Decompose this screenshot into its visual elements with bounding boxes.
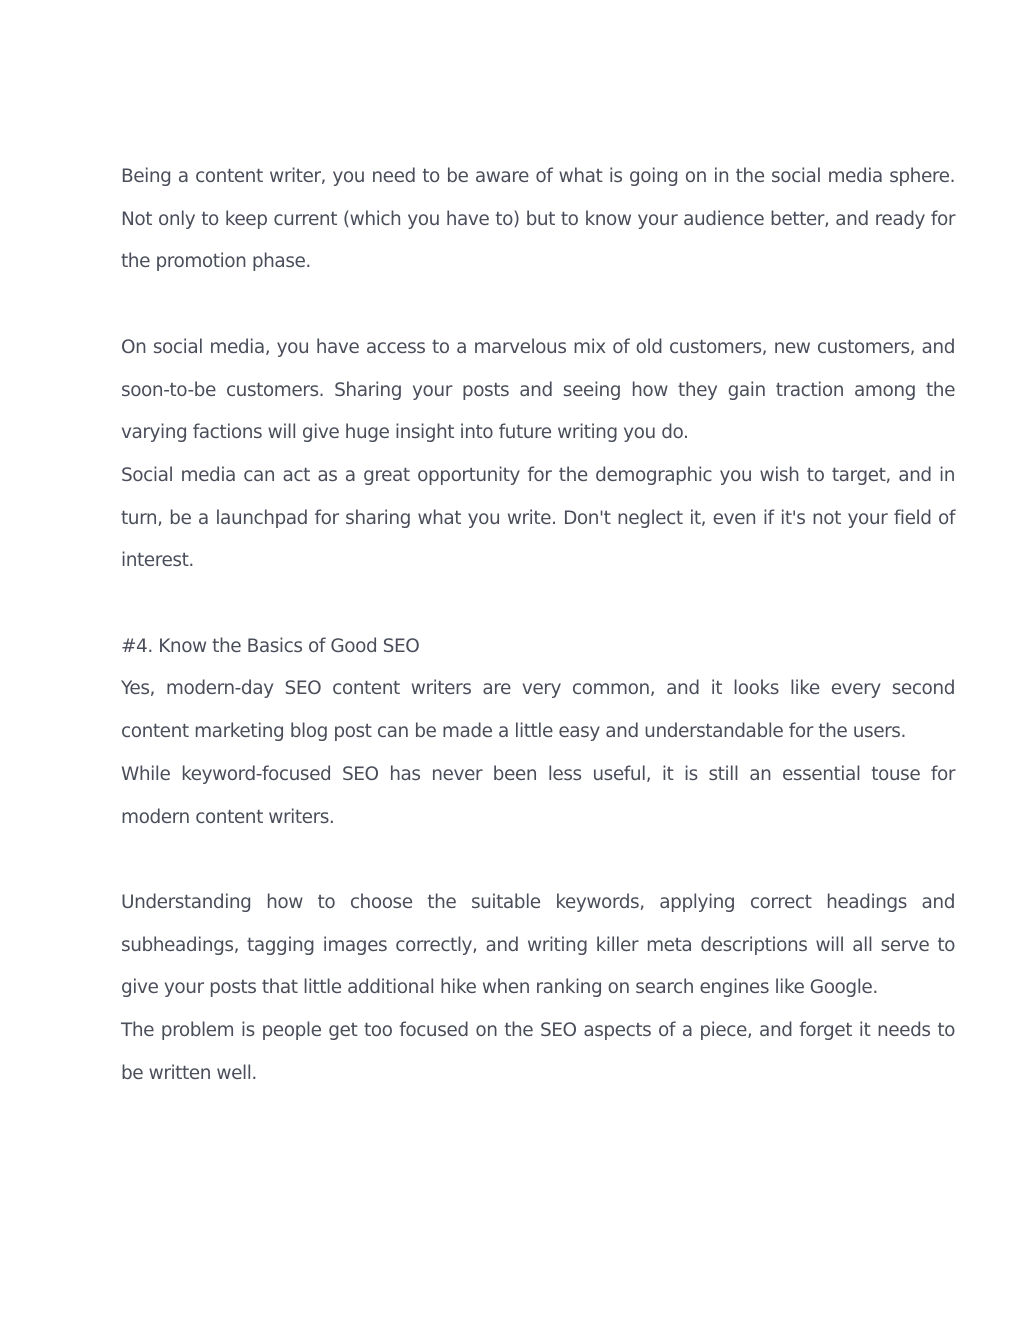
paragraph-spacer [121,284,955,327]
paragraph-seo-techniques: Understanding how to choose the suitable keywords, applying correct headings and subheadings, tagging images correctly, and writing killer meta descriptions will all serve to give your posts that little additional hike when ranking on search engines like Google. [121,891,955,999]
paragraph-spacer [121,583,955,626]
paragraph-seo-problem: The problem is people get too focused on the SEO aspects of a piece, and forget it needs to be written well. [121,1020,955,1084]
section-heading-seo: #4. Know the Basics of Good SEO [121,635,420,657]
paragraph-social-media-awareness: Being a content writer, you need to be aware of what is going on in the social media sphere. Not only to keep current (which you have to) but to know your audience better, and ready for the promotion phase. [121,166,955,273]
paragraph-spacer [121,839,955,882]
paragraph-social-media-opportunity: Social media can act as a great opportunity for the demographic you wish to target, and in turn, be a launchpad for sharing what you write. Don't neglect it, even if it's not your field of interest. [121,464,955,572]
paragraph-keyword-seo: While keyword-focused SEO has never been less useful, it is still an essential touse for modern content writers. [121,763,955,828]
paragraph-social-media-access: On social media, you have access to a marvelous mix of old customers, new customers, and soon-to-be customers. Sharing your posts and seeing how they gain traction among the varying factions will give huge insight into future writing you do. [121,336,955,444]
document-page [121,156,955,1095]
paragraph-seo-writers: Yes, modern-day SEO content writers are very common, and it looks like every second content marketing blog post can be made a little easy and understandable for the users. [121,678,955,743]
